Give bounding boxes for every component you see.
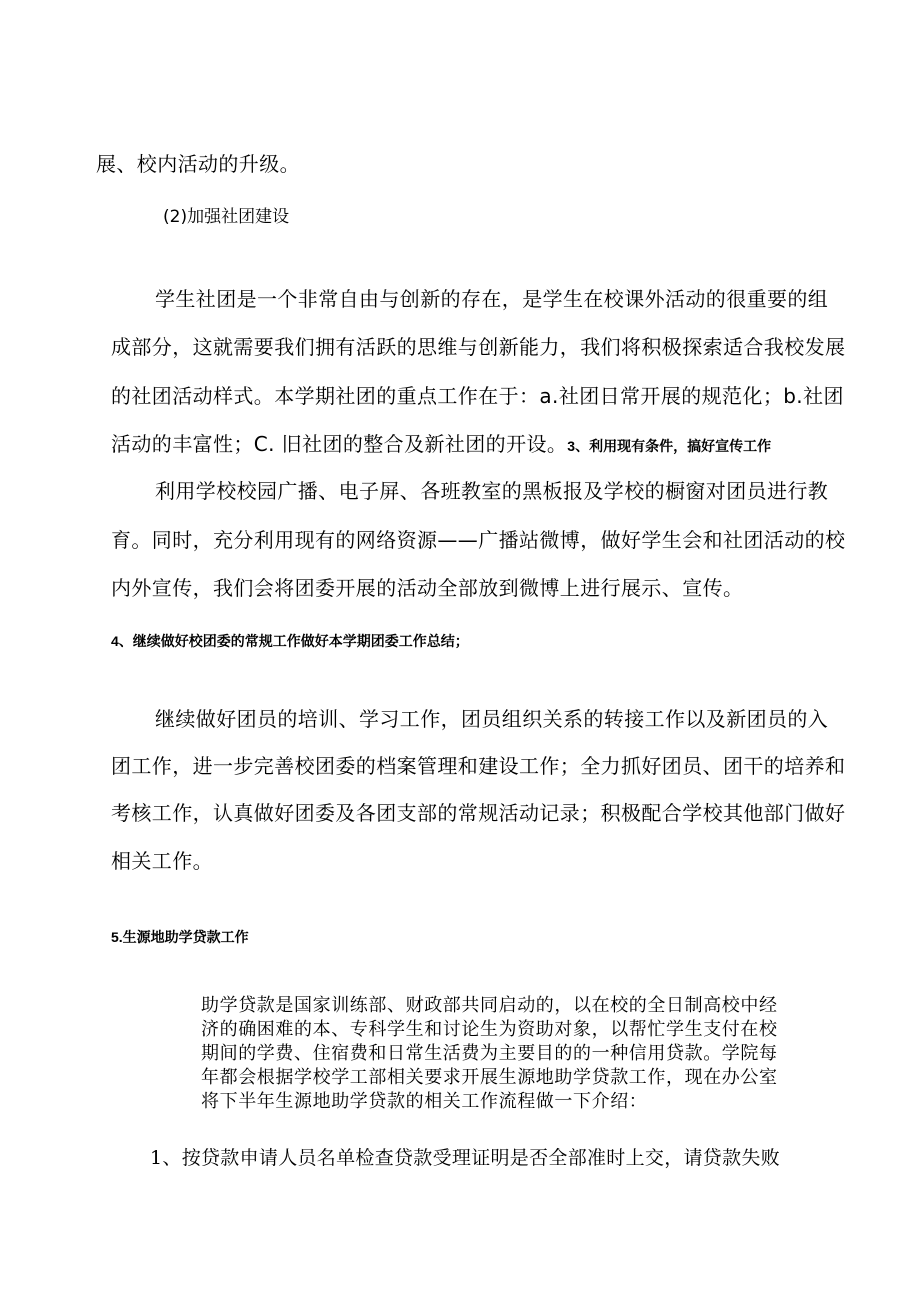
paragraph-line: 育。同时，充分利用现有的网络资源——广播站微博，做好学生会和社团活动的校 — [111, 528, 846, 552]
list-item: 1、按贷款申请人员名单检查贷款受理证明是否全部准时上交，请贷款失败 — [150, 1147, 780, 1169]
paragraph-line: 济的确困难的本、专科学生和讨论生为资助对象，以帮忙学生支付在校 — [201, 1019, 778, 1040]
section-heading: 5.生源地助学贷款工作 — [111, 929, 249, 945]
paragraph-line: 期间的学费、住宿费和日常生活费为主要目的的一种信用贷款。学院每 — [201, 1043, 778, 1064]
paragraph-line: 继续做好团员的培训、学习工作，团员组织关系的转接工作以及新团员的入 — [155, 707, 829, 731]
paragraph-line: 利用学校校园广播、电子屏、各班教室的黑板报及学校的橱窗对团员进行教 — [155, 479, 829, 503]
section-heading: (2)加强社团建设 — [163, 207, 290, 227]
paragraph-line: 考核工作，认真做好团委及各团支部的常规活动记录；积极配合学校其他部门做好 — [111, 801, 846, 825]
paragraph-line: 内外宣传，我们会将团委开展的活动全部放到微博上进行展示、宣传。 — [111, 576, 744, 600]
paragraph-line: 团工作，进一步完善校团委的档案管理和建设工作；全力抓好团员、团干的培养和 — [111, 754, 846, 778]
paragraph-line: 相关工作。 — [111, 849, 213, 873]
paragraph-line: 年都会根据学校学工部相关要求开展生源地助学贷款工作，现在办公室 — [201, 1067, 778, 1088]
paragraph-line: 将下半年生源地助学贷款的相关工作流程做一下介绍： — [201, 1091, 648, 1112]
paragraph-line: 成部分，这就需要我们拥有活跃的思维与创新能力，我们将积极探索适合我校发展 — [111, 335, 846, 359]
section-heading: 4、继续做好校团委的常规工作做好本学期团委工作总结； — [111, 633, 469, 649]
paragraph-line: 的社团活动样式。本学期社团的重点工作在于：a.社团日常开展的规范化；b.社团 — [111, 384, 844, 408]
text-line: 展、校内活动的升级。 — [96, 152, 300, 176]
paragraph-text: 活动的丰富性；C. 旧社团的整合及新社团的开设。 — [111, 432, 568, 456]
paragraph-line: 学生社团是一个非常自由与创新的存在，是学生在校课外活动的很重要的组 — [155, 287, 829, 311]
paragraph-line — [111, 428, 771, 457]
inline-heading: 3、利用现有条件，搞好宣传工作 — [567, 438, 772, 454]
paragraph-line: 助学贷款是国家训练部、财政部共同启动的，以在校的全日制高校中经 — [201, 995, 778, 1016]
